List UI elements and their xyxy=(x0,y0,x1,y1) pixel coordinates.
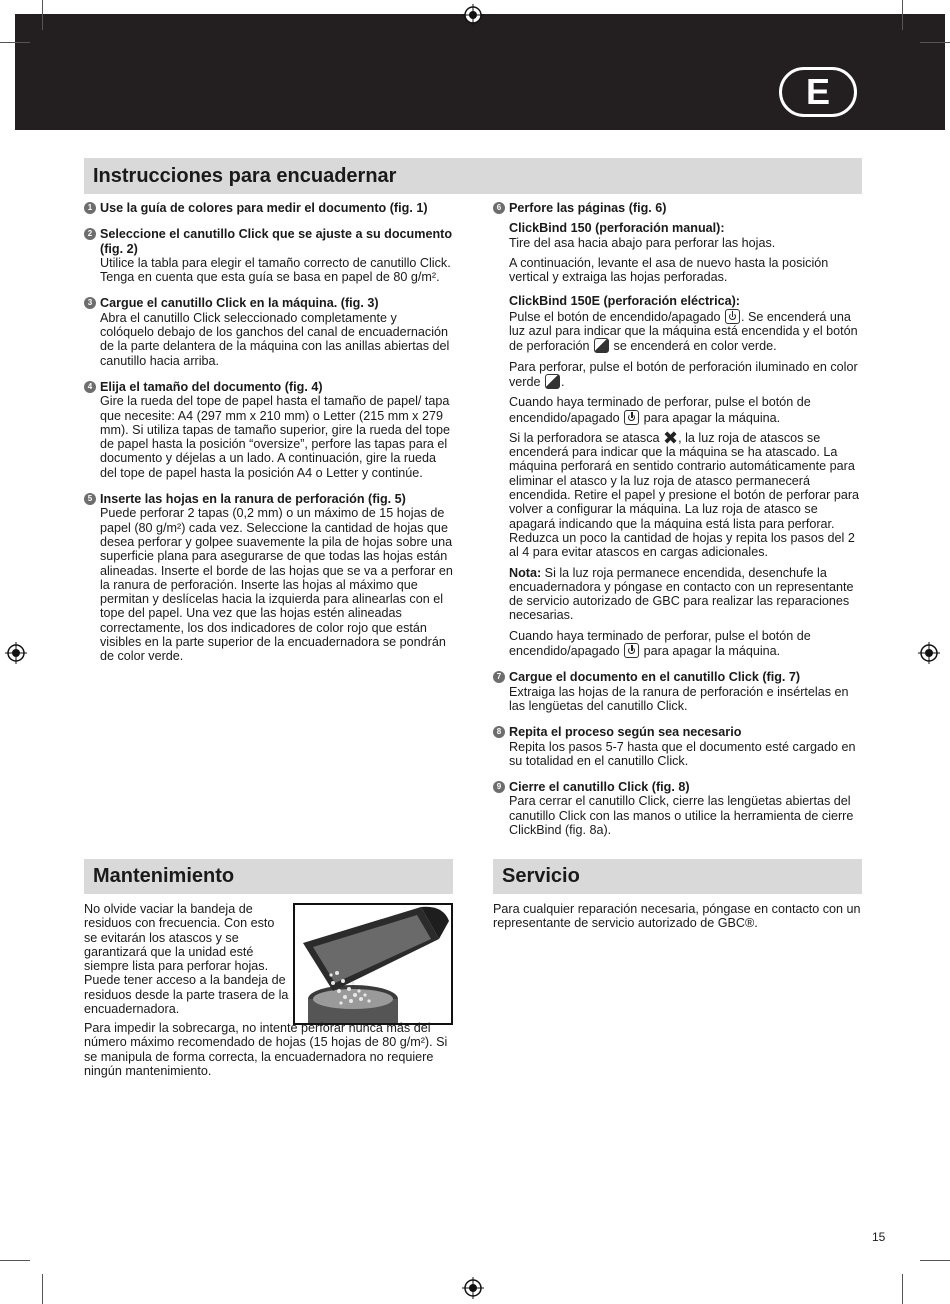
text-run: Si la luz roja permanece encendida, desenchufe la encuadernadora y póngase en contacto con un representante de servicio autorizado de GBC para realizar las reparaciones necesarias. xyxy=(509,565,854,623)
crop-mark xyxy=(0,1260,30,1261)
language-badge: E xyxy=(779,67,857,117)
step-2 xyxy=(84,227,454,284)
instructions-title: Instrucciones para encuadernar xyxy=(84,158,862,194)
electric-paragraph xyxy=(509,360,861,390)
electric-subtitle: ClickBind 150E (perforación eléctrica): xyxy=(509,294,740,309)
step-text: Gire la rueda del tope de papel hasta el tamaño de papel/ tapa que necesite: A4 (297 mm x 210 mm) o Letter (215 mm x 279 mm). Si utiliza tapas de tamaño superior, gire la rueda del tope de papel hasta la posición “oversize”, perfore las tapas para el documento y déjelas a un lado. A continuación, gire la rueda del tope de papel hasta la posición A4 o Letter y continúe. xyxy=(100,394,451,480)
note-paragraph xyxy=(509,566,861,623)
step-title: Use la guía de colores para medir el documento (fig. 1) xyxy=(100,201,428,215)
step-8 xyxy=(493,725,861,768)
text-run: Pulse el botón de encendido/apagado xyxy=(509,309,721,324)
step-text: Extraiga las hojas de la ranura de perforación e insértelas en las lengüetas del canutillo Click. xyxy=(509,684,849,713)
registration-mark-icon xyxy=(462,4,484,26)
text-run: para apagar la máquina. xyxy=(643,644,781,659)
step-number: 2 xyxy=(84,228,96,240)
step-title: Cierre el canutillo Click (fig. 8) xyxy=(509,780,690,795)
step-title: Repita el proceso según sea necesario xyxy=(509,725,742,740)
step-title: Elija el tamaño del documento (fig. 4) xyxy=(100,379,323,394)
note-label: Nota: xyxy=(509,565,542,580)
service-paragraph: Para cualquier reparación necesaria, póngase en contacto con un representante de servicio autorizado de GBC®. xyxy=(493,902,861,931)
electric-paragraph xyxy=(509,395,861,425)
step-number: 9 xyxy=(493,781,505,793)
step-number: 1 xyxy=(84,202,96,214)
step-number: 4 xyxy=(84,381,96,393)
punch-icon xyxy=(594,338,609,353)
manual-paragraph: Tire del asa hacia abajo para perforar las hojas. xyxy=(509,235,776,250)
electric-paragraph xyxy=(509,629,861,659)
crop-mark xyxy=(902,1274,903,1304)
text-run: Cuando haya terminado de perforar, pulse el botón de encendido/apagado xyxy=(509,628,811,659)
step-title: Seleccione el canutillo Click que se ajuste a su documento (fig. 2) xyxy=(100,227,453,256)
instructions-left-column xyxy=(84,201,454,676)
manual-subtitle: ClickBind 150 (perforación manual): xyxy=(509,221,725,236)
step-3 xyxy=(84,296,454,367)
crop-mark xyxy=(0,42,30,43)
text-run: Para perforar, pulse el botón de perforación iluminado en color verde xyxy=(509,359,858,389)
step-number: 3 xyxy=(84,297,96,309)
maintenance-title: Mantenimiento xyxy=(84,859,453,894)
step-text: Puede perforar 2 tapas (0,2 mm) o un máximo de 15 hojas de papel (80 g/m²) cada vez. Seleccione la cantidad de hojas que desea perforar y golpee suavemente la pila de hojas sobre una superficie plana para asegurarse de que todas las hojas están alineadas. Inserte el borde de las hojas que se va a perforar en la ranura de perforación. Inserte las hojas al máximo que permitan y deslícelas hacia la izquierda para alinearlas con el tope del papel. Una vez que las hojas estén alineadas correctamente, los dos indicadores de color rojo que están visibles en la parte superior de la encuadernadora se pondrán de color verde. xyxy=(100,506,453,664)
step-6 xyxy=(493,201,861,658)
step-text: Abra el canutillo Click seleccionado completamente y colóquelo debajo de los ganchos del canal de encuadernación de la parte delantera de la máquina con las anillas abiertas del canutillo hacia arriba. xyxy=(100,310,450,368)
crop-mark xyxy=(42,1274,43,1304)
manual-paragraph: A continuación, levante el asa de nuevo hasta la posición vertical y extraiga las hojas perforadas. xyxy=(509,255,829,285)
registration-mark-icon xyxy=(918,642,940,664)
text-run: Si la perforadora se atasca xyxy=(509,430,660,445)
step-1 xyxy=(84,201,454,215)
step-number: 8 xyxy=(493,726,505,738)
step-number: 7 xyxy=(493,671,505,683)
electric-paragraph xyxy=(509,427,861,560)
step-4 xyxy=(84,380,454,480)
step-number: 5 xyxy=(84,493,96,505)
jam-x-icon: ✖ xyxy=(663,427,679,448)
step-7 xyxy=(493,670,861,713)
crop-mark xyxy=(920,42,950,43)
step-title: Cargue el documento en el canutillo Click (fig. 7) xyxy=(509,670,801,685)
step-title: Perfore las páginas (fig. 6) xyxy=(509,201,667,215)
text-run: para apagar la máquina. xyxy=(643,410,781,425)
punch-icon xyxy=(545,374,560,389)
step-title: Cargue el canutillo Click en la máquina. (fig. 3) xyxy=(100,296,379,311)
step-title: Inserte las hojas en la ranura de perforación (fig. 5) xyxy=(100,492,406,507)
step-text: Para cerrar el canutillo Click, cierre las lengüetas abiertas del canutillo Click con las manos o utilice la herramienta de cierre ClickBind (fig. 8a). xyxy=(509,794,854,837)
crop-mark xyxy=(920,1260,950,1261)
page-number: 15 xyxy=(872,1230,886,1244)
step-text: Repita los pasos 5-7 hasta que el documento esté cargado en su totalidad en el canutillo Click. xyxy=(509,739,856,768)
crop-mark xyxy=(42,0,43,30)
text-run: Cuando haya terminado de perforar, pulse el botón de encendido/apagado xyxy=(509,395,811,425)
step-5 xyxy=(84,492,454,664)
power-icon xyxy=(725,309,740,324)
step-text: Utilice la tabla para elegir el tamaño correcto de canutillo Click. Tenga en cuenta que esta guía se basa en papel de 80 g/m². xyxy=(100,255,451,285)
power-icon xyxy=(624,643,639,658)
text-run: . Se encenderá una luz azul para indicar que la máquina está encendida y el botón de perforación xyxy=(509,309,858,354)
registration-mark-icon xyxy=(462,1277,484,1299)
maintenance-paragraph: Para impedir la sobrecarga, no intente perforar nunca más del número máximo recomendado de hojas (15 hojas de 80 g/m²). Si se manipula de forma correcta, la encuadernadora no requiere ningún mantenimiento. xyxy=(84,1021,448,1078)
maintenance-paragraph: No olvide vaciar la bandeja de residuos con frecuencia. Con esto se evitarán los atascos y se garantizará que la unidad esté siempre lista para perforar hojas. Puede tener acceso a la bandeja de residuos desde la parte trasera de la encuadernadora. xyxy=(84,902,289,1017)
crop-mark xyxy=(902,0,903,30)
step-number: 6 xyxy=(493,202,505,214)
text-run: , la luz roja de atascos se encenderá para indicar que la máquina se ha atascado. La máquina perforará en sentido contrario automáticamente para eliminar el atasco y la luz roja de atasco permanecerá encendida. Retire el papel y presione el botón de perforar para volver a configurar la máquina. La luz roja de atasco se apagará indicando que la máquina está lista para perforar. Reduzca un poco la cantidad de hojas y repita los pasos del 2 al 4 para evitar atascos en cargas adicionales. xyxy=(509,430,860,560)
power-icon xyxy=(624,410,639,425)
text-run: . xyxy=(561,374,565,389)
registration-mark-icon xyxy=(5,642,27,664)
text-run: se encenderá en color verde. xyxy=(613,339,777,354)
service-title: Servicio xyxy=(493,859,862,894)
instructions-right-column xyxy=(493,201,861,849)
electric-paragraph xyxy=(509,309,861,354)
step-9 xyxy=(493,780,861,837)
waste-tray-illustration xyxy=(293,903,453,1025)
